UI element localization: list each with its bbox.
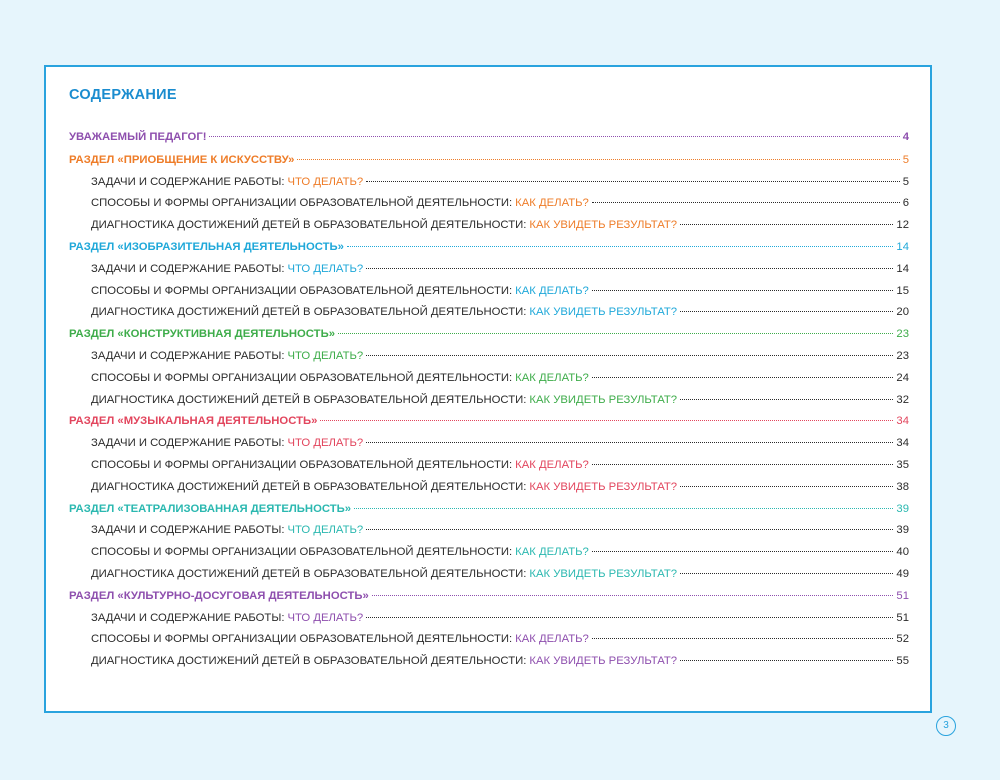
dot-leader <box>320 420 893 421</box>
toc-subentry-label: СПОСОБЫ И ФОРМЫ ОРГАНИЗАЦИИ ОБРАЗОВАТЕЛЬНОЙ ДЕЯТЕЛЬНОСТИ: <box>91 371 513 384</box>
toc-subentry-diagnostics[interactable] <box>69 302 909 324</box>
toc-page-number: 51 <box>896 611 909 624</box>
toc-subentry-diagnostics[interactable] <box>69 477 909 499</box>
toc-subentry-label: ЗАДАЧИ И СОДЕРЖАНИЕ РАБОТЫ: <box>91 262 285 275</box>
toc-page-number: 5 <box>902 153 909 166</box>
toc-entry-label: УВАЖАЕМЫЙ ПЕДАГОГ! <box>69 131 207 143</box>
toc-page-number: 49 <box>896 567 909 580</box>
dot-leader <box>209 136 899 137</box>
toc-subentry-question: КАК УВИДЕТЬ РЕЗУЛЬТАТ? <box>529 480 678 493</box>
toc-subentry-label: СПОСОБЫ И ФОРМЫ ОРГАНИЗАЦИИ ОБРАЗОВАТЕЛЬНОЙ ДЕЯТЕЛЬНОСТИ: <box>91 197 513 210</box>
toc-subentry-question: КАК ДЕЛАТЬ? <box>515 371 589 384</box>
toc-entry-intro[interactable] <box>69 127 909 149</box>
dot-leader <box>592 551 894 552</box>
toc-subentry-label: СПОСОБЫ И ФОРМЫ ОРГАНИЗАЦИИ ОБРАЗОВАТЕЛЬНОЙ ДЕЯТЕЛЬНОСТИ: <box>91 546 513 559</box>
dot-leader <box>366 181 900 182</box>
toc-page-number: 23 <box>896 328 909 341</box>
toc-subentry-question: КАК УВИДЕТЬ РЕЗУЛЬТАТ? <box>529 219 678 232</box>
dot-leader <box>366 529 893 530</box>
toc-section-heading[interactable] <box>69 150 909 172</box>
toc-page-number: 51 <box>896 589 909 602</box>
toc-subentry-question: КАК ДЕЛАТЬ? <box>515 633 589 646</box>
toc-page-number: 40 <box>896 546 909 559</box>
toc-section-label: РАЗДЕЛ «ПРИОБЩЕНИЕ К ИСКУССТВУ» <box>69 153 295 166</box>
toc-section-heading[interactable] <box>69 499 909 521</box>
dot-leader <box>297 159 899 160</box>
toc-subentry-label: ДИАГНОСТИКА ДОСТИЖЕНИЙ ДЕТЕЙ В ОБРАЗОВАТЕЛЬНОЙ ДЕЯТЕЛЬНОСТИ: <box>91 480 527 493</box>
toc-subentry-label: ЗАДАЧИ И СОДЕРЖАНИЕ РАБОТЫ: <box>91 437 285 450</box>
toc-subentry-question: КАК ДЕЛАТЬ? <box>515 458 589 471</box>
toc-subentry-tasks[interactable] <box>69 346 909 368</box>
toc-page-number: 34 <box>896 415 909 428</box>
toc-page-number: 52 <box>896 633 909 646</box>
toc-subentry-label: ДИАГНОСТИКА ДОСТИЖЕНИЙ ДЕТЕЙ В ОБРАЗОВАТЕЛЬНОЙ ДЕЯТЕЛЬНОСТИ: <box>91 219 527 232</box>
dot-leader <box>366 442 893 443</box>
toc-section-heading[interactable] <box>69 586 909 608</box>
contents-frame <box>44 65 932 713</box>
contents-title: СОДЕРЖАНИЕ <box>69 87 177 103</box>
dot-leader <box>592 377 894 378</box>
toc-subentry-label: ЗАДАЧИ И СОДЕРЖАНИЕ РАБОТЫ: <box>91 175 285 188</box>
toc-subentry-tasks[interactable] <box>69 608 909 630</box>
toc-page-number: 6 <box>902 197 909 210</box>
toc-page-number: 55 <box>896 655 909 668</box>
toc-subentry-question: КАК УВИДЕТЬ РЕЗУЛЬТАТ? <box>529 393 678 406</box>
toc-subentry-tasks[interactable] <box>69 433 909 455</box>
toc-section-label: РАЗДЕЛ «КОНСТРУКТИВНАЯ ДЕЯТЕЛЬНОСТЬ» <box>69 328 335 341</box>
page-number-badge: 3 <box>936 716 956 736</box>
toc-subentry-diagnostics[interactable] <box>69 651 909 673</box>
toc-section-label: РАЗДЕЛ «КУЛЬТУРНО-ДОСУГОВАЯ ДЕЯТЕЛЬНОСТЬ» <box>69 589 369 602</box>
toc-page-number: 14 <box>896 262 909 275</box>
toc-page-number: 12 <box>896 219 909 232</box>
toc-subentry-question: ЧТО ДЕЛАТЬ? <box>287 175 364 188</box>
dot-leader <box>592 202 900 203</box>
toc-subentry-tasks[interactable] <box>69 520 909 542</box>
toc-section-label: РАЗДЕЛ «МУЗЫКАЛЬНАЯ ДЕЯТЕЛЬНОСТЬ» <box>69 415 318 428</box>
toc-subentry-methods[interactable] <box>69 542 909 564</box>
toc-subentry-label: ЗАДАЧИ И СОДЕРЖАНИЕ РАБОТЫ: <box>91 349 285 362</box>
toc-subentry-label: СПОСОБЫ И ФОРМЫ ОРГАНИЗАЦИИ ОБРАЗОВАТЕЛЬНОЙ ДЕЯТЕЛЬНОСТИ: <box>91 458 513 471</box>
dot-leader <box>680 311 893 312</box>
toc-page-number: 5 <box>902 175 909 188</box>
dot-leader <box>372 595 894 596</box>
toc-subentry-label: ЗАДАЧИ И СОДЕРЖАНИЕ РАБОТЫ: <box>91 524 285 537</box>
dot-leader <box>338 333 893 334</box>
toc-page-number: 39 <box>896 502 909 515</box>
dot-leader <box>592 290 894 291</box>
table-of-contents <box>69 127 909 673</box>
dot-leader <box>347 246 893 247</box>
dot-leader <box>354 508 893 509</box>
toc-subentry-label: ДИАГНОСТИКА ДОСТИЖЕНИЙ ДЕТЕЙ В ОБРАЗОВАТЕЛЬНОЙ ДЕЯТЕЛЬНОСТИ: <box>91 306 527 319</box>
toc-subentry-label: СПОСОБЫ И ФОРМЫ ОРГАНИЗАЦИИ ОБРАЗОВАТЕЛЬНОЙ ДЕЯТЕЛЬНОСТИ: <box>91 633 513 646</box>
toc-subentry-diagnostics[interactable] <box>69 215 909 237</box>
toc-section-label: РАЗДЕЛ «ИЗОБРАЗИТЕЛЬНАЯ ДЕЯТЕЛЬНОСТЬ» <box>69 240 344 253</box>
dot-leader <box>592 638 894 639</box>
dot-leader <box>366 355 893 356</box>
toc-subentry-question: КАК УВИДЕТЬ РЕЗУЛЬТАТ? <box>529 655 678 668</box>
dot-leader <box>680 573 893 574</box>
toc-subentry-question: КАК УВИДЕТЬ РЕЗУЛЬТАТ? <box>529 567 678 580</box>
toc-section-heading[interactable] <box>69 411 909 433</box>
toc-page-number: 14 <box>896 240 909 253</box>
toc-subentry-methods[interactable] <box>69 629 909 651</box>
toc-subentry-label: ЗАДАЧИ И СОДЕРЖАНИЕ РАБОТЫ: <box>91 611 285 624</box>
toc-subentry-label: ДИАГНОСТИКА ДОСТИЖЕНИЙ ДЕТЕЙ В ОБРАЗОВАТЕЛЬНОЙ ДЕЯТЕЛЬНОСТИ: <box>91 655 527 668</box>
dot-leader <box>366 617 893 618</box>
dot-leader <box>680 224 893 225</box>
toc-subentry-tasks[interactable] <box>69 259 909 281</box>
toc-page-number: 39 <box>896 524 909 537</box>
toc-subentry-diagnostics[interactable] <box>69 390 909 412</box>
toc-subentry-question: КАК УВИДЕТЬ РЕЗУЛЬТАТ? <box>529 306 678 319</box>
toc-page-number: 4 <box>902 131 909 143</box>
toc-subentry-diagnostics[interactable] <box>69 564 909 586</box>
toc-subentry-methods[interactable] <box>69 193 909 215</box>
toc-section-heading[interactable] <box>69 324 909 346</box>
toc-subentry-methods[interactable] <box>69 368 909 390</box>
toc-subentry-question: КАК ДЕЛАТЬ? <box>515 284 589 297</box>
toc-page-number: 23 <box>896 349 909 362</box>
toc-subentry-label: СПОСОБЫ И ФОРМЫ ОРГАНИЗАЦИИ ОБРАЗОВАТЕЛЬНОЙ ДЕЯТЕЛЬНОСТИ: <box>91 284 513 297</box>
toc-page-number: 24 <box>896 371 909 384</box>
toc-subentry-question: КАК ДЕЛАТЬ? <box>515 546 589 559</box>
toc-subentry-question: ЧТО ДЕЛАТЬ? <box>287 524 364 537</box>
dot-leader <box>680 399 893 400</box>
dot-leader <box>680 660 893 661</box>
dot-leader <box>680 486 893 487</box>
toc-page-number: 34 <box>896 437 909 450</box>
dot-leader <box>366 268 893 269</box>
toc-page-number: 32 <box>896 393 909 406</box>
dot-leader <box>592 464 894 465</box>
toc-subentry-methods[interactable] <box>69 455 909 477</box>
toc-page-number: 35 <box>896 458 909 471</box>
toc-section-label: РАЗДЕЛ «ТЕАТРАЛИЗОВАННАЯ ДЕЯТЕЛЬНОСТЬ» <box>69 502 352 515</box>
toc-subentry-question: КАК ДЕЛАТЬ? <box>515 197 589 210</box>
toc-subentry-question: ЧТО ДЕЛАТЬ? <box>287 349 364 362</box>
toc-subentry-methods[interactable] <box>69 281 909 303</box>
toc-subentry-question: ЧТО ДЕЛАТЬ? <box>287 437 364 450</box>
toc-subentry-question: ЧТО ДЕЛАТЬ? <box>287 262 364 275</box>
toc-page-number: 20 <box>896 306 909 319</box>
toc-subentry-label: ДИАГНОСТИКА ДОСТИЖЕНИЙ ДЕТЕЙ В ОБРАЗОВАТЕЛЬНОЙ ДЕЯТЕЛЬНОСТИ: <box>91 393 527 406</box>
toc-section-heading[interactable] <box>69 237 909 259</box>
toc-subentry-question: ЧТО ДЕЛАТЬ? <box>287 611 364 624</box>
toc-page-number: 15 <box>896 284 909 297</box>
toc-subentry-tasks[interactable] <box>69 172 909 194</box>
toc-page-number: 38 <box>896 480 909 493</box>
toc-subentry-label: ДИАГНОСТИКА ДОСТИЖЕНИЙ ДЕТЕЙ В ОБРАЗОВАТЕЛЬНОЙ ДЕЯТЕЛЬНОСТИ: <box>91 567 527 580</box>
